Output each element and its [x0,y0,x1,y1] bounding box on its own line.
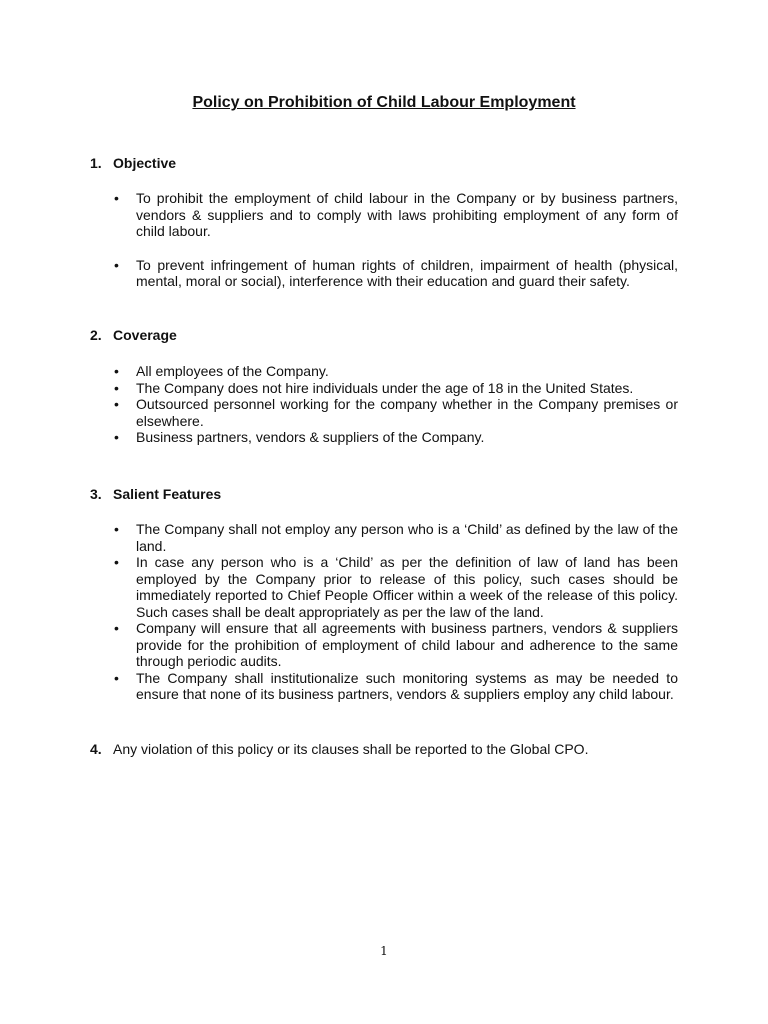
list-item: • The Company does not hire individuals under the age of 18 in the United States. [112,380,678,397]
salient-features-list [112,521,678,703]
list-item: • The Company shall not employ any person who is a ‘Child’ as defined by the law of the land. [112,521,678,554]
list-item: • In case any person who is a ‘Child’ as per the definition of law of land has been employed by the Company prior to release of this policy, such cases should be immediately reported to Chief People Officer within a week of the release of this policy. Such cases shall be dealt appropriately as per the law of the land. [112,554,678,620]
section-objective-heading [90,154,176,172]
section-number: 2. [90,327,102,343]
section-violation-text: Any violation of this policy or its clauses shall be reported to the Global CPO. [113,741,589,757]
section-salient-features-heading [90,485,221,503]
document-title: Policy on Prohibition of Child Labour Employment [192,94,576,111]
section-heading-label: Salient Features [113,486,222,502]
list-item: • Business partners, vendors & suppliers of the Company. [112,429,678,446]
list-item: • To prohibit the employment of child labour in the Company or by business partners, vendors & suppliers and to comply with laws prohibiting employment of any form of child labour. [112,190,678,240]
section-violation [90,740,588,758]
section-heading-label: Coverage [113,327,177,343]
section-coverage-heading [90,326,177,344]
list-item: • Company will ensure that all agreements with business partners, vendors & suppliers provide for the prohibition of employment of child labour and adherence to the same through periodic audits. [112,620,678,670]
page-number: 1 [380,944,388,958]
list-item: • All employees of the Company. [112,363,678,380]
coverage-list [112,363,678,446]
section-number: 1. [90,155,102,171]
list-item: • Outsourced personnel working for the company whether in the Company premises or elsewhere. [112,396,678,429]
list-item: • The Company shall institutionalize such monitoring systems as may be needed to ensure that none of its business partners, vendors & suppliers employ any child labour. [112,670,678,703]
section-heading-label: Objective [113,155,177,171]
objective-list [112,190,678,290]
section-number: 3. [90,486,102,502]
section-number: 4. [90,741,102,757]
list-item: • To prevent infringement of human rights of children, impairment of health (physical, mental, moral or social), interference with their education and guard their safety. [112,257,678,290]
